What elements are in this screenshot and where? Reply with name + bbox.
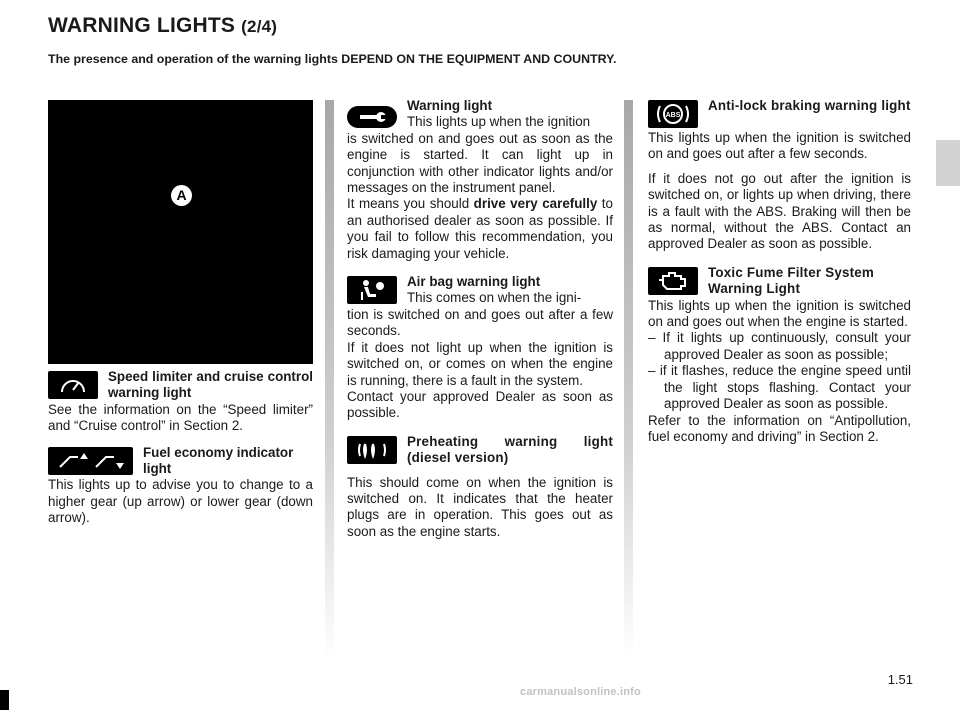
page-corner-mark	[0, 690, 9, 710]
abs-icon-label: ABS	[665, 112, 681, 119]
airbag-lead: This comes on when the igni-	[407, 290, 582, 306]
speed-limiter-entry	[48, 369, 313, 435]
intro-text: The presence and operation of the warning lights DEPEND ON THE EQUIPMENT AND COUNTRY.	[48, 52, 617, 66]
column-divider-2	[624, 100, 633, 660]
fuel-economy-entry	[48, 445, 313, 527]
section-tab[interactable]	[936, 140, 960, 186]
abs-entry	[648, 98, 911, 253]
column-1	[48, 369, 313, 536]
airbag-icon	[347, 276, 397, 304]
preheating-title: Preheating warning light (diesel version)	[407, 433, 613, 466]
preheating-text: This should come on when the ignition is switched on. It indicates that the heater plugs are in operation. This goes out as soon as the engine starts.	[347, 474, 613, 539]
airbag-contact-text: Contact your approved Dealer as soon as possible.	[347, 388, 613, 421]
warning-light-text: is switched on and goes out as soon as the engine is started. It can light up in conjunction with other indicator lights and/or messages on the instrument panel.	[347, 130, 613, 196]
column-3	[648, 98, 911, 454]
airbag-title: Air bag warning light	[407, 274, 541, 290]
fuel-economy-text: This lights up to advise you to change to a higher gear (up arrow) or lower gear (down arrow).	[48, 477, 313, 526]
figure-marker-a: A	[171, 185, 192, 206]
abs-fault-text: If it does not go out after the ignition is switched on, or lights up when driving, there is a fault with the ABS. Braking will then be as normal, without the ABS. Contact an approved Dealer as soon as possible.	[648, 170, 911, 252]
page-number: 1.51	[887, 672, 913, 687]
page-title-text: WARNING LIGHTS	[48, 14, 236, 37]
warning-light-emphasis: drive very carefully	[473, 196, 598, 212]
toxic-fume-bullet-2: – if it flashes, reduce the engine speed until the light stops flashing. Contact your approved Dealer as soon as possible.	[648, 363, 911, 412]
glow-plug-icon	[347, 436, 397, 464]
page-title-suffix: (2/4)	[241, 17, 278, 36]
wrench-icon	[347, 106, 397, 128]
watermark-text: carmanualsonline.info	[520, 686, 641, 698]
abs-text: This lights up when the ignition is switched on and goes out after a few seconds.	[648, 130, 911, 162]
speed-limiter-icon	[48, 371, 98, 399]
warning-light-advice: It means you should drive very carefully to an authorised dealer as soon as possible. If you fail to follow this recommendation, you risk damaging your vehicle.	[347, 196, 613, 261]
fuel-economy-title: Fuel economy indicator light	[143, 444, 294, 477]
engine-icon	[648, 267, 698, 295]
airbag-fault-text: If it does not light up when the ignition is switched on, or comes on when the engine is running, there is a fault in the system.	[347, 339, 613, 388]
toxic-fume-reference: Refer to the information on “Antipollution, fuel economy and driving” in Section 2.	[648, 412, 911, 444]
abs-icon	[648, 100, 698, 128]
column-divider-1	[325, 100, 334, 660]
column-2	[347, 98, 613, 549]
dashboard-figure	[48, 100, 313, 364]
toxic-fume-title: Toxic Fume Filter System Warning Light	[708, 264, 875, 297]
warning-light-entry	[347, 98, 613, 262]
airbag-entry	[347, 274, 613, 422]
gear-shift-arrows-icon	[48, 447, 133, 475]
speed-limiter-text: See the information on the “Speed limiter” and “Cruise control” in Section 2.	[48, 401, 313, 434]
toxic-fume-entry	[648, 265, 911, 445]
abs-title: Anti-lock braking warning light	[708, 98, 911, 113]
page-title	[48, 14, 277, 38]
toxic-fume-text: This lights up when the ignition is switched on and goes out when the engine is started.	[648, 297, 911, 330]
toxic-fume-bullet-1: – If it lights up continuously, consult your approved Dealer as soon as possible;	[648, 330, 911, 362]
warning-light-lead: This lights up when the ignition	[407, 114, 591, 130]
airbag-text: tion is switched on and goes out after a few seconds.	[347, 306, 613, 339]
warning-light-title: Warning light	[407, 98, 493, 113]
speed-limiter-title: Speed limiter and cruise control warning light	[108, 369, 313, 401]
preheating-entry	[347, 434, 613, 540]
